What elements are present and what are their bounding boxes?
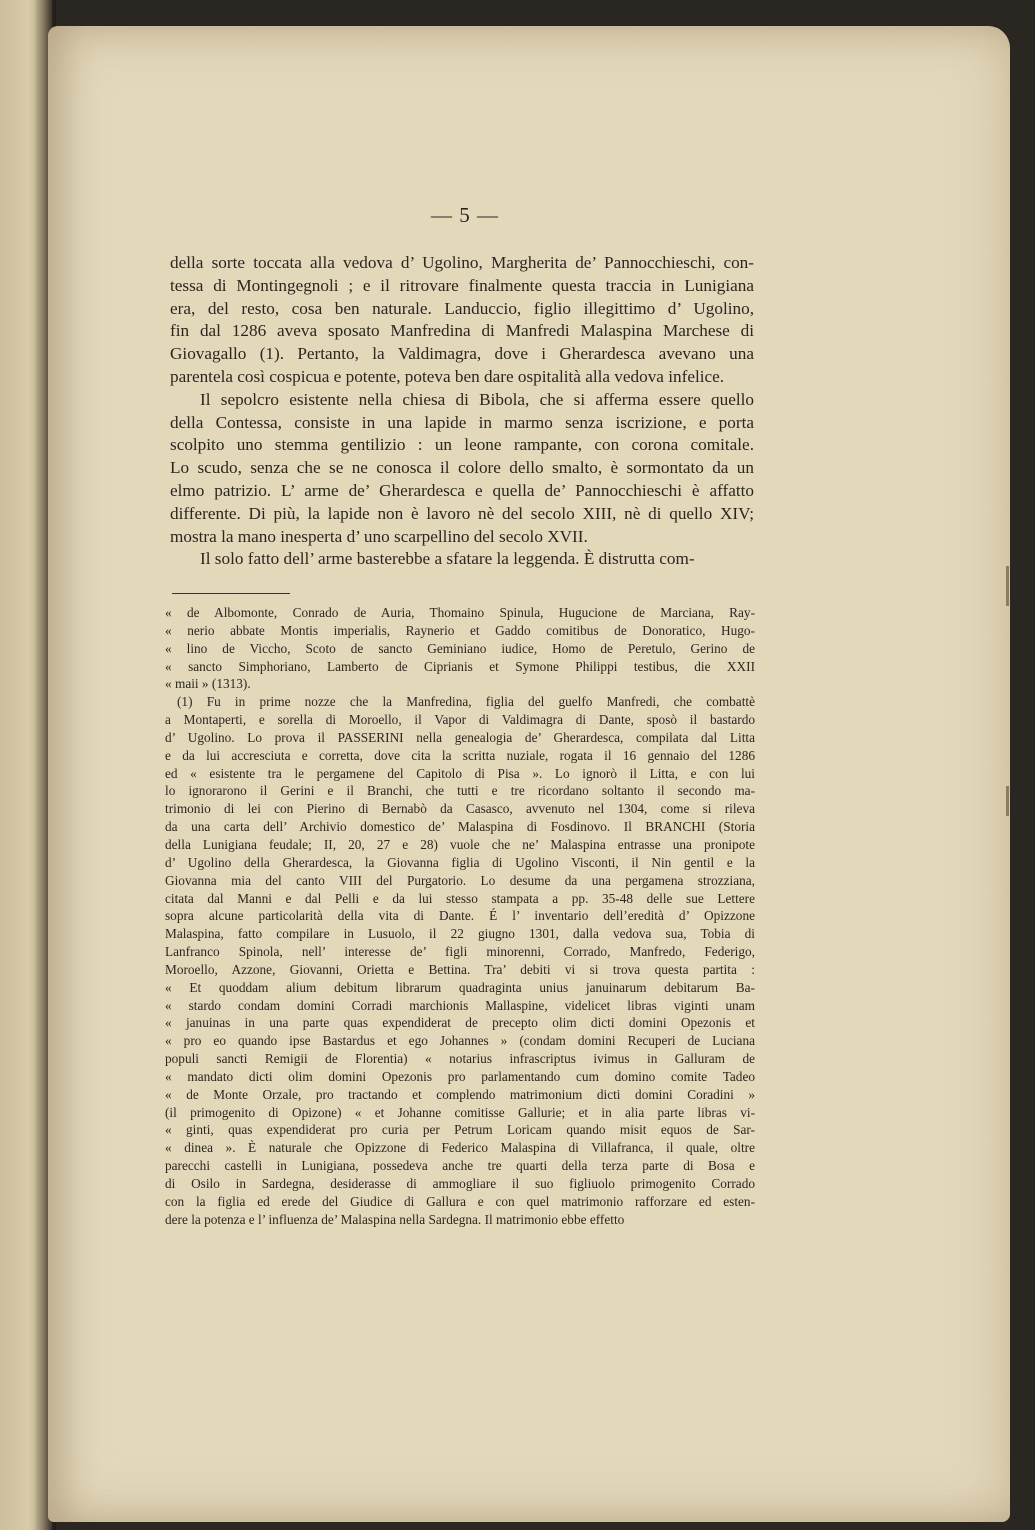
body-line: parentela così cospicua e potente, poteva ben dare ospitalità alla vedova infelice. (170, 366, 725, 386)
footnotes (165, 604, 755, 1229)
body-paragraph (170, 548, 754, 571)
footnote-line: populi sancti Remigii de Florentia) « notarius infrascriptus ivimus in Galluram de (165, 1051, 755, 1067)
footnote-line: Moroello, Azzone, Giovanni, Orietta e Bettina. Tra’ debiti vi si trova questa partita : (165, 961, 755, 977)
footnote-line: e da lui accresciuta e corretta, dove cita la scritta nuziale, rogata il 16 gennaio del 1286 (165, 747, 755, 763)
footnote-line: con la figlia ed erede del Giudice di Gallura e con quel matrimonio rafforzare ed esten- (165, 1193, 755, 1209)
footnote-line: (1) Fu in prime nozze che la Manfredina, figlia del guelfo Manfredi, che combattè (177, 694, 755, 710)
footnote-line: citata dal Manni e dal Pelli e da lui stesso stampata a pp. 35-48 delle sue Lettere (165, 890, 755, 906)
body-line: tessa di Montingegnoli ; e il ritrovare finalmente questa traccia in Lunigiana (170, 275, 754, 295)
body-line: della sorte toccata alla vedova d’ Ugolino, Margherita de’ Pannocchieschi, con- (170, 253, 754, 272)
footnote-line: trimonio di lei con Pierino di Bernabò da Casasco, avvenuto nel 1304, come si rileva (165, 801, 755, 817)
footnote-line: « mandato dicti olim domini Opezonis pro parlamentando cum domino comite Tadeo (165, 1068, 755, 1084)
body-line: differente. Di più, la lapide non è lavoro nè del secolo XIII, nè di quello XIV; (170, 503, 754, 523)
footnote-line: « januinas in una parte quas expendiderat de precepto olim dicti domini Opezonis et (165, 1015, 755, 1031)
body-line: Il sepolcro esistente nella chiesa di Bibola, che si afferma essere quello (200, 389, 754, 409)
body-text (170, 252, 754, 571)
footnote-line: « ginti, quas expendiderat pro curia per Petrum Loricam quando misit equos de Sar- (165, 1122, 755, 1138)
footnote-line: « dinea ». È naturale che Opizzone di Federico Malaspina di Villafranca, il quale, oltre (165, 1140, 755, 1156)
footnote-line: « stardo condam domini Corradi marchionis Mallaspine, videlicet libras viginti unam (165, 997, 755, 1013)
footnote-line: ed « esistente tra le pergamene del Capitolo di Pisa ». Lo ignorò il Litta, e con lui (165, 765, 755, 781)
page-edge-tear (1006, 566, 1009, 606)
footnote-1 (165, 693, 755, 1228)
body-line: mostra la mano inesperta d’ uno scarpellino del secolo XVII. (170, 526, 588, 546)
footnote-line: da una carta dell’ Archivio domestico de’ Malaspina di Fosdinovo. Il BRANCHI (Storia (165, 819, 755, 835)
footnote-line: « de Monte Orzale, pro tractando et complendo matrimonium dicti domini Coradini » (165, 1086, 755, 1102)
footnote-line: parecchi castelli in Lunigiana, possedeva anche tre quarti della terza parte di Bosa e (165, 1158, 755, 1174)
footnote-line: « pro eo quando ipse Bastardus et ego Johannes » (condam domini Recuperi de Luciana (165, 1033, 755, 1049)
footnote-line: « sancto Simphoriano, Lamberto de Ciprianis et Symone Philippi testibus, die XXII (165, 658, 755, 674)
body-line: Lo scudo, senza che se ne conosca il colore dello smalto, è sormontato da un (170, 458, 754, 478)
footnote-line: d’ Ugolino della Gherardesca, la Giovanna figlia di Ugolino Visconti, il Nin gentil e la (165, 854, 755, 870)
footnote-line: della Lunigiana feudale; II, 20, 27 e 28) vuole che ne’ Malaspina entrasse una pronipote (165, 836, 755, 852)
body-line: era, del resto, cosa ben naturale. Landuccio, figlio illegittimo d’ Ugolino, (170, 298, 754, 318)
footnote-line: « nerio abbate Montis imperialis, Raynerio et Gaddo comitibus de Donoratico, Hugo- (165, 622, 755, 638)
footnote-line: Lanfranco Spinola, nell’ interesse de’ figli minorenni, Corrado, Manfredo, Federigo, (165, 944, 755, 960)
footnote-line: Giovanna mia del canto VIII del Purgatorio. Lo desume da una pergamena strozziana, (165, 872, 755, 888)
body-paragraph (170, 252, 754, 389)
body-line: fin dal 1286 aveva sposato Manfredina di Manfredi Malaspina Marchese di (170, 321, 754, 341)
footnote-line: dere la potenza e l’ influenza de’ Malaspina nella Sardegna. Il matrimonio ebbe effetto (165, 1211, 625, 1227)
footnote-line: (il primogenito di Opizone) « et Johanne comitisse Gallurie; et in alia parte libras vi- (165, 1104, 755, 1120)
footnote-continuation (165, 604, 755, 693)
page-edge-tear (1006, 786, 1009, 816)
footnote-line: d’ Ugolino. Lo prova il PASSERINI nella genealogia de’ Gherardesca, compilata dal Litta (165, 729, 755, 745)
body-line: Il solo fatto dell’ arme basterebbe a sfatare la leggenda. È distrutta com- (200, 549, 695, 569)
footnote-line: « lino de Viccho, Scoto de sancto Geminiano iudice, Homo de Peretulo, Gerino de (165, 640, 755, 656)
footnote-line: a Montaperti, e sorella di Moroello, il Vapor di Valdimagra di Dante, sposò il bastardo (165, 712, 755, 728)
body-line: elmo patrizio. L’ arme de’ Gherardesca e quella de’ Pannocchieschi è affatto (170, 480, 754, 500)
body-paragraph (170, 389, 754, 549)
body-line: della Contessa, consiste in una lapide in marmo senza iscrizione, e porta (170, 412, 754, 432)
footnote-line: « de Albomonte, Conrado de Auria, Thomaino Spinula, Hugucione de Marciana, Ray- (165, 605, 755, 620)
footnote-line: « Et quoddam alium debitum librarum quadraginta unius januinarum debitarum Ba- (165, 979, 755, 995)
footnote-line: lo ignorarono il Gerini e il Branchi, che tutti e tre ricordano soltanto il secondo ma- (165, 783, 755, 799)
footnote-line: sopra alcune particolarità della vita di Dante. É l’ inventario dell’eredità d’ Opizzone (165, 908, 755, 924)
footnote-line: Malaspina, fatto compilare in Lusuolo, il 22 giugno 1301, dalla vedova sua, Tobia di (165, 926, 755, 942)
footnote-line: di Osilo in Sardegna, desiderasse di ammogliare il suo figliuolo primogenito Corrado (165, 1176, 755, 1191)
body-line: Giovagallo (1). Pertanto, la Valdimagra, dove i Gherardesca avevano una (170, 344, 754, 364)
footnote-line: « maii » (1313). (165, 676, 251, 692)
footnote-separator (172, 593, 290, 594)
page-number: — 5 — (431, 203, 499, 227)
body-line: scolpito uno stemma gentilizio : un leone rampante, con corona comitale. (170, 435, 754, 455)
